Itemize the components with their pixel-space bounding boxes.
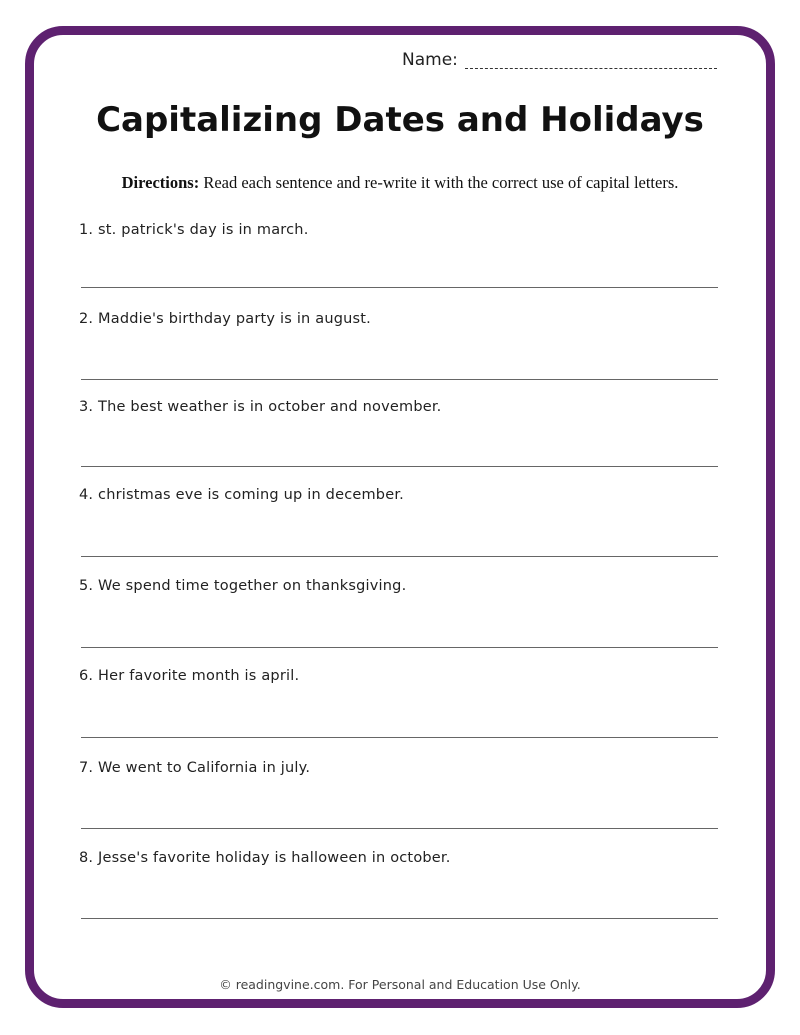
worksheet-title: Capitalizing Dates and Holidays — [96, 100, 704, 140]
answer-line-4[interactable] — [81, 556, 718, 557]
question-3: 3. The best weather is in october and november. — [79, 399, 442, 415]
question-2: 2. Maddie's birthday party is in august. — [79, 311, 371, 327]
name-label: Name: — [402, 50, 458, 70]
name-blank-line[interactable] — [465, 51, 717, 69]
answer-line-8[interactable] — [81, 918, 718, 919]
answer-line-2[interactable] — [81, 379, 718, 380]
question-7: 7. We went to California in july. — [79, 760, 311, 776]
question-8: 8. Jesse's favorite holiday is halloween in october. — [79, 850, 451, 866]
directions-label: Directions: — [121, 173, 200, 192]
directions — [0, 173, 800, 193]
question-6: 6. Her favorite month is april. — [79, 668, 300, 684]
question-5: 5. We spend time together on thanksgiving. — [79, 578, 407, 594]
question-1: 1. st. patrick's day is in march. — [79, 222, 309, 238]
answer-line-5[interactable] — [81, 647, 718, 648]
question-4: 4. christmas eve is coming up in december. — [79, 487, 404, 503]
name-field — [402, 50, 717, 70]
copyright-footer: © readingvine.com. For Personal and Education Use Only. — [219, 977, 581, 992]
answer-line-7[interactable] — [81, 828, 718, 829]
answer-line-6[interactable] — [81, 737, 718, 738]
answer-line-3[interactable] — [81, 466, 718, 467]
directions-text: Read each sentence and re-write it with the correct use of capital letters. — [199, 173, 679, 192]
answer-line-1[interactable] — [81, 287, 718, 288]
